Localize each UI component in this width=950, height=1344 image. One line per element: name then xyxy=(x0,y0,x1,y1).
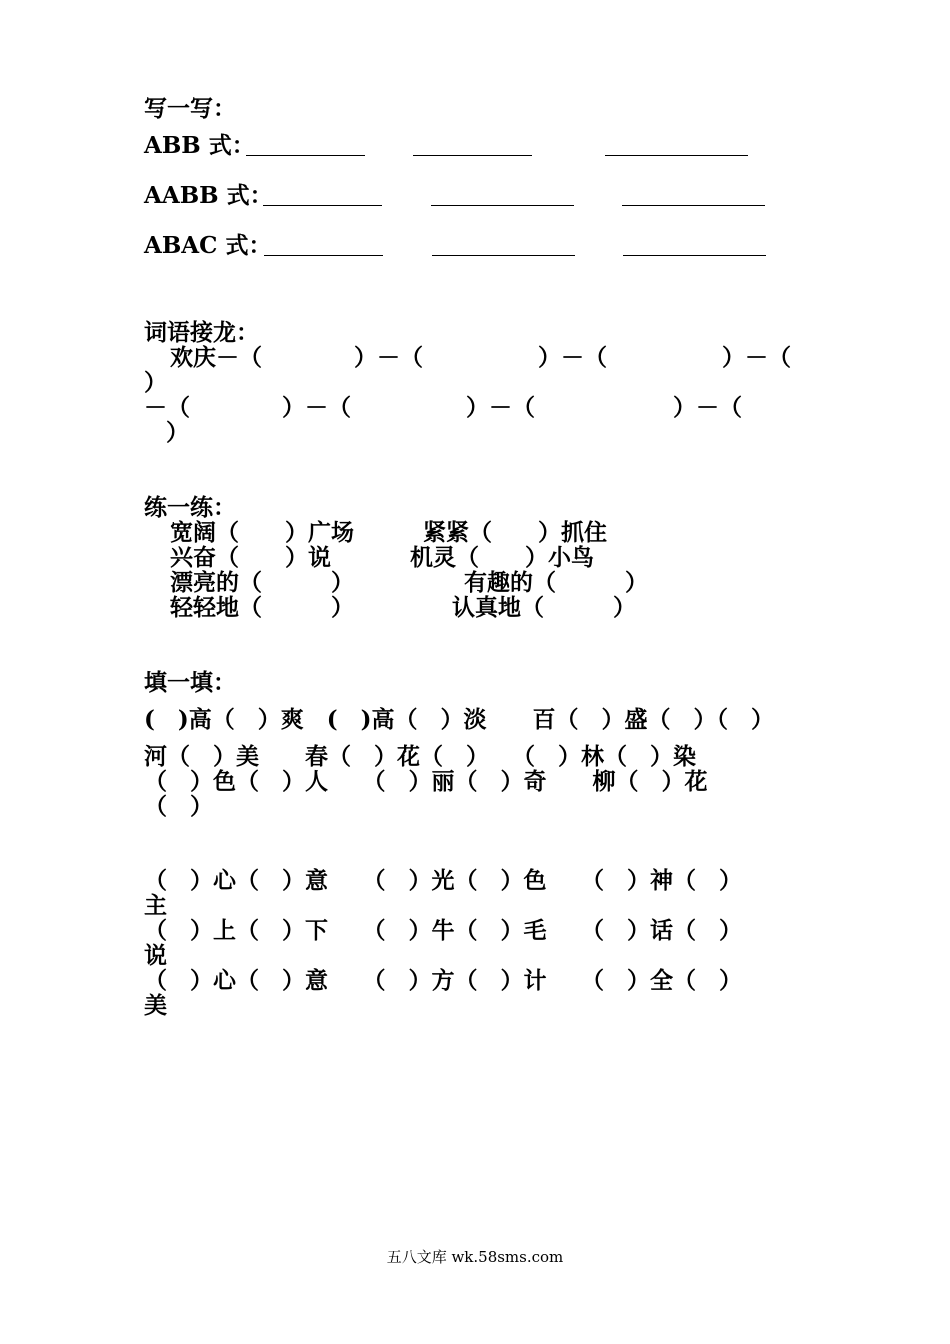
fill-line: 美 xyxy=(144,992,167,1019)
practice-item: 紧紧（ ）抓住 xyxy=(423,519,607,546)
fill-line: （ ） xyxy=(144,793,213,820)
section-title-fill: 填一填： xyxy=(144,669,236,696)
chain-line-3: －（ ）－（ ）－（ ）－（ xyxy=(144,394,742,421)
fill-line: 说 xyxy=(144,942,167,969)
aabb-blank-1[interactable] xyxy=(263,205,382,206)
abac-blank-3[interactable] xyxy=(623,255,766,256)
footer-watermark: 五八文库 wk.58sms.com xyxy=(386,1248,564,1266)
fill-line: （ ）上（ ）下 （ ）牛（ ）毛 （ ）话（ ） xyxy=(144,917,742,944)
fill-line: （ ）色（ ）人 （ ）丽（ ）奇 柳（ ）花 xyxy=(144,768,708,795)
practice-item: 漂亮的（ ） xyxy=(170,569,354,596)
fill-line: 主 xyxy=(144,892,167,919)
fill-line: （ ）心（ ）意 （ ）方（ ）计 （ ）全（ ） xyxy=(144,967,742,994)
abb-blank-3[interactable] xyxy=(605,155,748,156)
practice-item: 宽阔（ ）广场 xyxy=(170,519,354,546)
chain-line-2: ） xyxy=(144,369,167,396)
abac-label: ABAC 式： xyxy=(144,232,272,259)
fill-line: （ ）心（ ）意 （ ）光（ ）色 （ ）神（ ） xyxy=(144,867,742,894)
abac-blank-2[interactable] xyxy=(432,255,575,256)
section-title-chain: 词语接龙： xyxy=(144,319,259,346)
practice-item: 机灵（ ）小鸟 xyxy=(410,544,594,571)
practice-item: 有趣的（ ） xyxy=(464,569,648,596)
chain-line-1: 欢庆－（ ）－（ ）－（ ）－（ xyxy=(170,344,791,371)
section-title-write: 写一写： xyxy=(144,95,236,122)
aabb-blank-2[interactable] xyxy=(431,205,574,206)
abb-label: ABB 式： xyxy=(144,132,255,159)
practice-item: 轻轻地（ ） xyxy=(170,594,354,621)
chain-line-4: ） xyxy=(166,419,189,446)
fill-line: ( )高（ ）爽 ( )高（ ）淡 百（ ）盛（ ）（ ） xyxy=(144,706,775,733)
abb-blank-1[interactable] xyxy=(246,155,365,156)
practice-item: 兴奋（ ）说 xyxy=(170,544,331,571)
aabb-blank-3[interactable] xyxy=(622,205,765,206)
practice-item: 认真地（ ） xyxy=(452,594,636,621)
abac-blank-1[interactable] xyxy=(264,255,383,256)
section-title-practice: 练一练： xyxy=(144,494,236,521)
abb-blank-2[interactable] xyxy=(413,155,532,156)
aabb-label: AABB 式： xyxy=(144,182,273,209)
fill-line: 河（ ）美 春（ ）花（ ） （ ）林（ ）染 xyxy=(144,743,696,770)
